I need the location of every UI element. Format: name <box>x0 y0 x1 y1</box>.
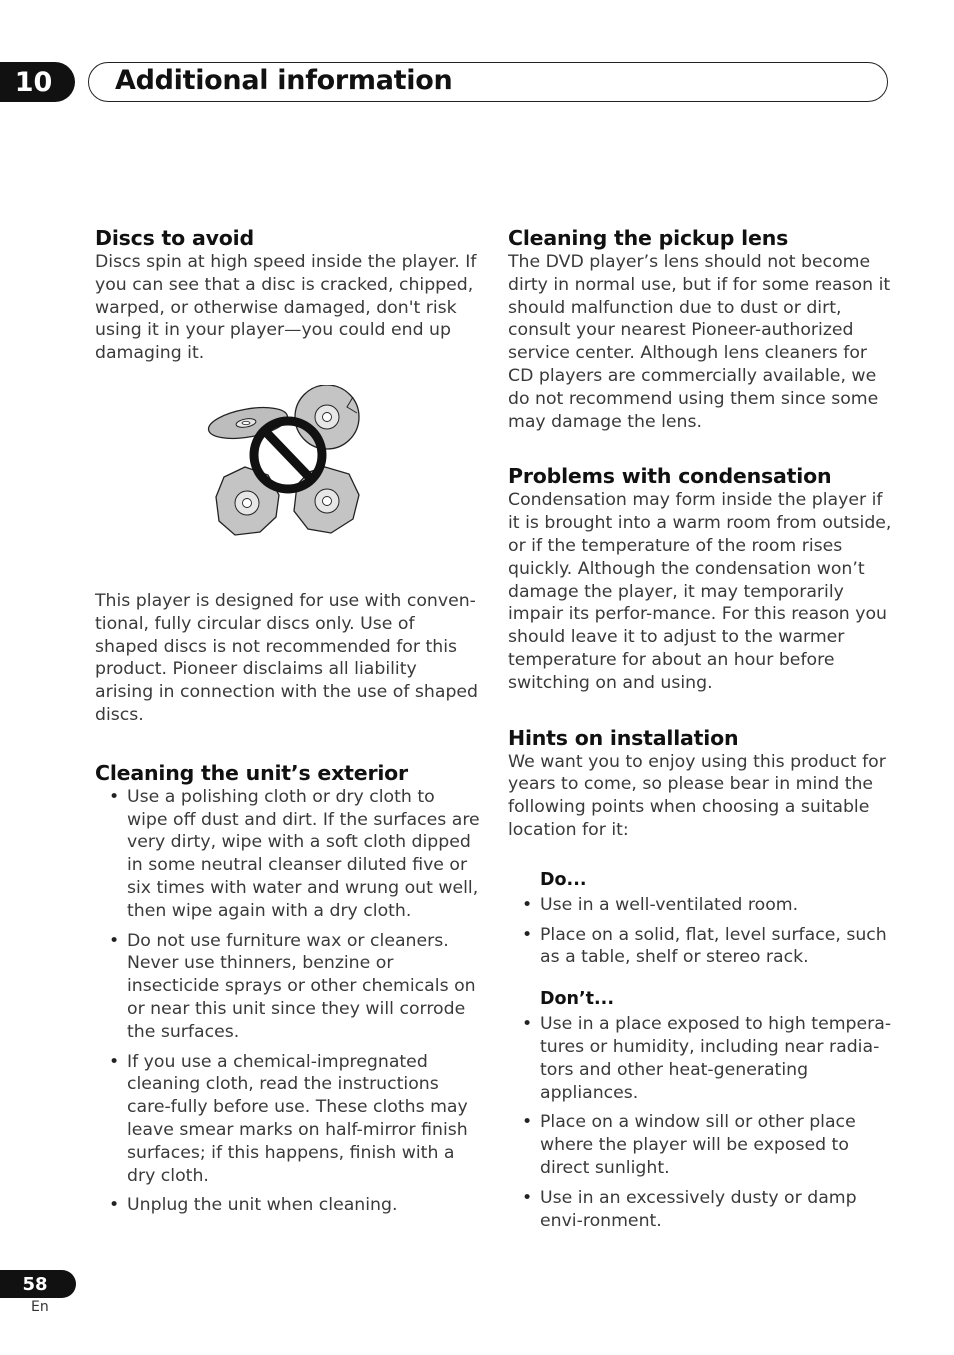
shaped-discs-illustration <box>95 385 480 575</box>
discs-heading: Discs to avoid <box>95 226 254 250</box>
condensation-heading: Problems with condensation <box>508 464 832 489</box>
page-language: En <box>31 1299 49 1315</box>
lens-heading: Cleaning the pickup lens <box>508 226 789 250</box>
list-item: • Unplug the unit when cleaning. <box>95 1194 480 1217</box>
discs-figure-svg <box>95 385 480 575</box>
dont-heading: Don’t... <box>540 989 614 1010</box>
lens-body: The DVD player’s lens should not become dirty in normal use, but if for some reason it should malfunction due to dust or dirt, consult your nearest Pioneer-authorized service center. Although lens cleaners for CD players are commercially available, we do not recommend using them since some may damage the lens. <box>508 252 891 432</box>
page-number: 58 <box>22 1273 48 1295</box>
left-column <box>95 225 480 1224</box>
list-item: • If you use a chemical-impregnated cleaning cloth, read the instructions care-fully before use. These cloths may leave smear marks on half-mirror finish surfaces; if this happens, finish with a dry cloth. <box>95 1051 480 1188</box>
do-heading: Do... <box>540 869 587 890</box>
list-item: • Use in a place exposed to high tempera-tures or humidity, including near radia-tors and other heat-generating appliances. <box>508 1013 893 1104</box>
right-column <box>508 225 893 1239</box>
cracked-disc-icon <box>295 385 359 449</box>
list-item: • Use in an excessively dusty or damp envi-ronment. <box>508 1187 893 1233</box>
discs-body-2: This player is designed for use with conven-tional, fully circular discs only. Use of shaped discs is not recommended for this product. Pioneer disclaims all liability arising in connection with the use of shaped discs. <box>95 590 479 725</box>
installation-heading: Hints on installation <box>508 725 739 750</box>
prohibited-icon <box>254 421 322 489</box>
exterior-list <box>95 786 480 1217</box>
page-number-tab <box>0 1270 76 1298</box>
condensation-body: Condensation may form inside the player if it is brought into a warm room from outside, or if the temperature of the room rises quickly. Although the condensation won’t damage the player, it may temporarily impair its perfor-mance. For this reason you should leave it to adjust to the warmer temperature for about an hour before switching on and using. <box>508 490 892 693</box>
exterior-heading: Cleaning the unit’s exterior <box>95 760 408 785</box>
list-item: • Place on a solid, flat, level surface, such as a table, shelf or stereo rack. <box>508 924 893 970</box>
chapter-number: 10 <box>14 66 53 98</box>
list-item: • Use in a well-ventilated room. <box>508 894 893 917</box>
chapter-header <box>88 62 888 102</box>
do-list <box>508 894 893 969</box>
chapter-title: Additional information <box>115 65 453 96</box>
shaped-disc-icon <box>216 467 279 535</box>
discs-body: Discs spin at high speed inside the player. If you can see that a disc is cracked, chipped, warped, or otherwise damaged, don't risk using it in your player—you could end up damaging it. <box>95 252 477 364</box>
list-item: • Do not use furniture wax or cleaners. Never use thinners, benzine or insecticide sprays or other chemicals on or near this unit since they will corrode the surfaces. <box>95 930 480 1044</box>
list-item: • Use a polishing cloth or dry cloth to wipe off dust and dirt. If the surfaces are very dirty, wipe with a soft cloth dipped in some neutral cleanser diluted five or six times with water and wrung out well, then wipe again with a dry cloth. <box>95 786 480 923</box>
list-item: • Place on a window sill or other place where the player will be exposed to direct sunlight. <box>508 1111 893 1179</box>
dont-list <box>508 1013 893 1232</box>
chapter-number-tab <box>0 62 75 102</box>
installation-body: We want you to enjoy using this product for years to come, so please bear in mind the following points when choosing a suitable location for it: <box>508 751 886 840</box>
